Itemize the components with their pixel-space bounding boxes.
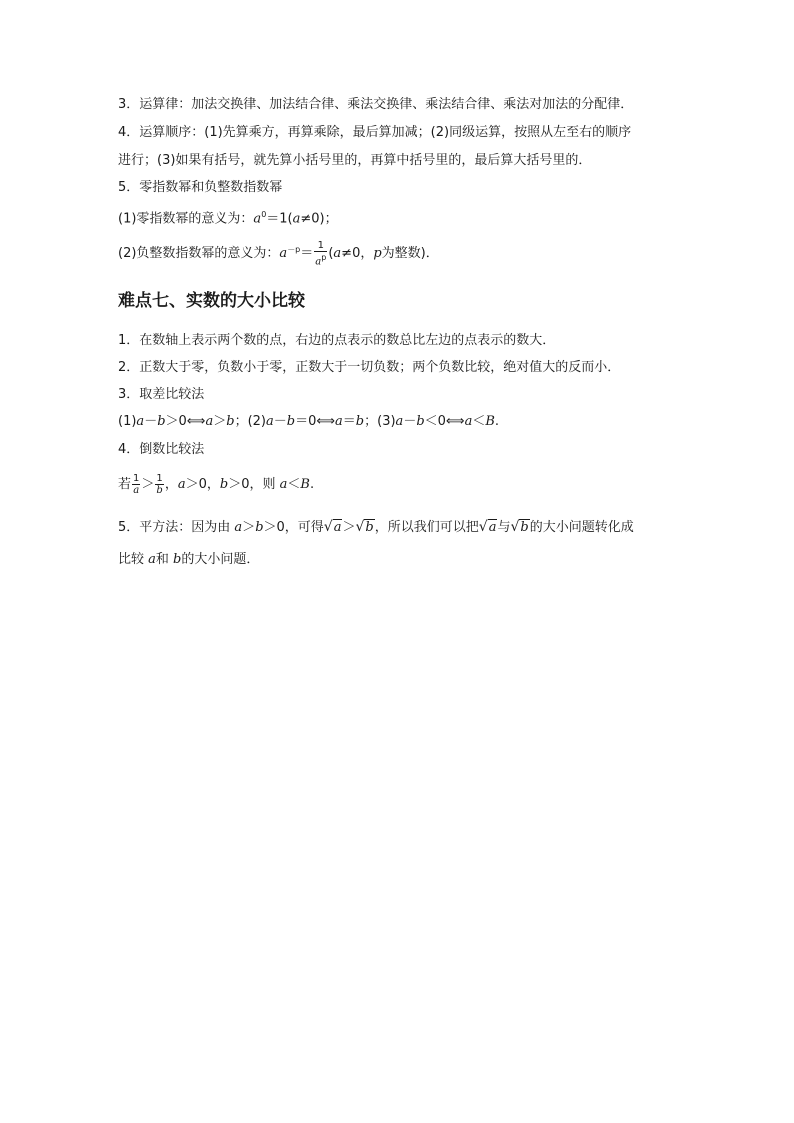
square-line: 5．平方法：因为由 a＞b＞0，可得√a＞√b，所以我们可以把√a与√b的大小问题转化成: [118, 519, 634, 535]
neg-eq: ＝: [300, 246, 314, 262]
neg-tail: 为整数)．: [381, 246, 439, 262]
law-line: 3．运算律：加法交换律、加法结合律、乘法交换律、乘法结合律、乘法对加法的分配律．: [118, 97, 634, 112]
sqrt-a-2: √a: [478, 519, 497, 535]
neg-power-line: [118, 240, 439, 267]
compare-line-4: 4．倒数比较法: [118, 442, 205, 457]
neg-fraction: [314, 240, 327, 267]
sqrt-a: √a: [323, 519, 342, 535]
order-line-cont: 进行；(3)如果有括号，就先算小括号里的，再算中括号里的，最后算大括号里的．: [118, 153, 592, 168]
neg-power-prefix: (2)负整数指数幂的意义为：: [118, 246, 280, 262]
compare-line-1: 1．在数轴上表示两个数的点，右边的点表示的数总比左边的点表示的数大．: [118, 333, 556, 348]
zero-a: a: [292, 211, 301, 227]
zero-cond: ≠0)；: [300, 211, 338, 227]
order-line: 4．运算顺序：(1)先算乘方，再算乘除，最后算加减；(2)同级运算，按照从左至右的顺序: [118, 125, 632, 140]
reciprocal-line: 若 $\frac{1}{a}$ ＞ $\frac{1}{b}$ ，a＞0，b＞0，则 a＜B.: [118, 473, 315, 496]
reciprocal-frac-b: $\frac{1}{b}$: [156, 473, 163, 496]
neg-base: a: [279, 246, 288, 262]
square-line-cont: 比较 a和 b的大小问题．: [118, 552, 260, 567]
zero-exp: 0: [261, 210, 267, 219]
power-title: 5．零指数幂和负整数指数幂: [118, 180, 283, 195]
section-heading: 难点七、实数的大小比较: [118, 291, 305, 311]
compare-line-2: 2．正数大于零，负数小于零，正数大于一切负数；两个负数比较，绝对值大的反而小．: [118, 360, 621, 375]
compare-line-3: 3．取差比较法: [118, 387, 205, 402]
neg-exp: －p: [287, 244, 301, 254]
difference-line: (1)a－b＞0⟺a＞b；(2)a－b＝0⟺a＝b；(3)a－b＜0⟺a＜B.: [118, 414, 500, 429]
neg-ne: ≠0，: [341, 246, 374, 262]
zero-power-prefix: (1)零指数幂的意义为：: [118, 211, 254, 227]
neg-frac-num: 1: [314, 240, 327, 252]
neg-frac-den: $a^p$: [315, 253, 327, 268]
neg-p: p: [373, 246, 382, 262]
neg-a: a: [333, 246, 342, 262]
sqrt-b: √b: [355, 519, 374, 535]
reciprocal-frac-a: $\frac{1}{a}$: [133, 473, 140, 496]
zero-base: a: [253, 211, 262, 227]
zero-rest: ＝1(: [266, 211, 293, 227]
neg-open: (: [328, 246, 334, 262]
zero-power-line: [118, 206, 338, 228]
sqrt-b-2: √b: [510, 519, 529, 535]
